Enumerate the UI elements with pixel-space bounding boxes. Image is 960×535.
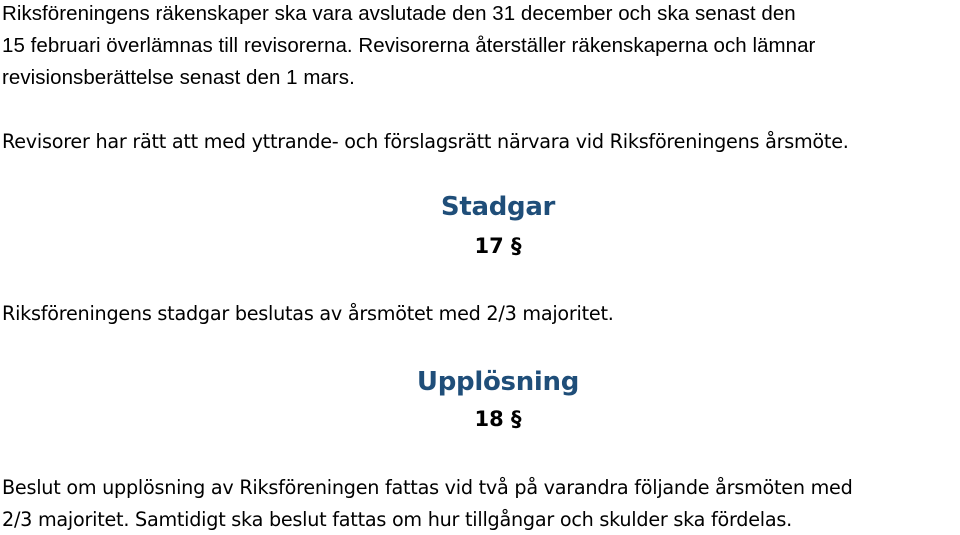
paragraph-dissolution-line-2: 2/3 majoritet. Samtidigt ska beslut fattas om hur tillgångar och skulder ska fördelas.	[2, 508, 792, 531]
paragraph-bylaws-line-1: Riksföreningens stadgar beslutas av årsmötet med 2/3 majoritet.	[2, 302, 614, 325]
paragraph-accounts-line-1: Riksföreningens räkenskaper ska vara avslutade den 31 december och ska senast den	[2, 2, 796, 25]
paragraph-accounts-line-2: 15 februari överlämnas till revisorerna. Revisorerna återställer räkenskaperna och lämnar	[2, 34, 816, 57]
section-number-18: 18 §	[474, 407, 522, 431]
paragraph-auditors-line-1: Revisorer har rätt att med yttrande- och förslagsrätt närvara vid Riksföreningens årsmöte.	[2, 130, 849, 153]
section-heading-upplosning: Upplösning	[416, 367, 580, 397]
section-number-17: 17 §	[474, 234, 522, 258]
paragraph-dissolution-line-1: Beslut om upplösning av Riksföreningen fattas vid två på varandra följande årsmöten med	[2, 476, 853, 499]
section-heading-stadgar: Stadgar	[440, 192, 556, 222]
paragraph-accounts-line-3: revisionsberättelse senast den 1 mars.	[2, 66, 355, 89]
